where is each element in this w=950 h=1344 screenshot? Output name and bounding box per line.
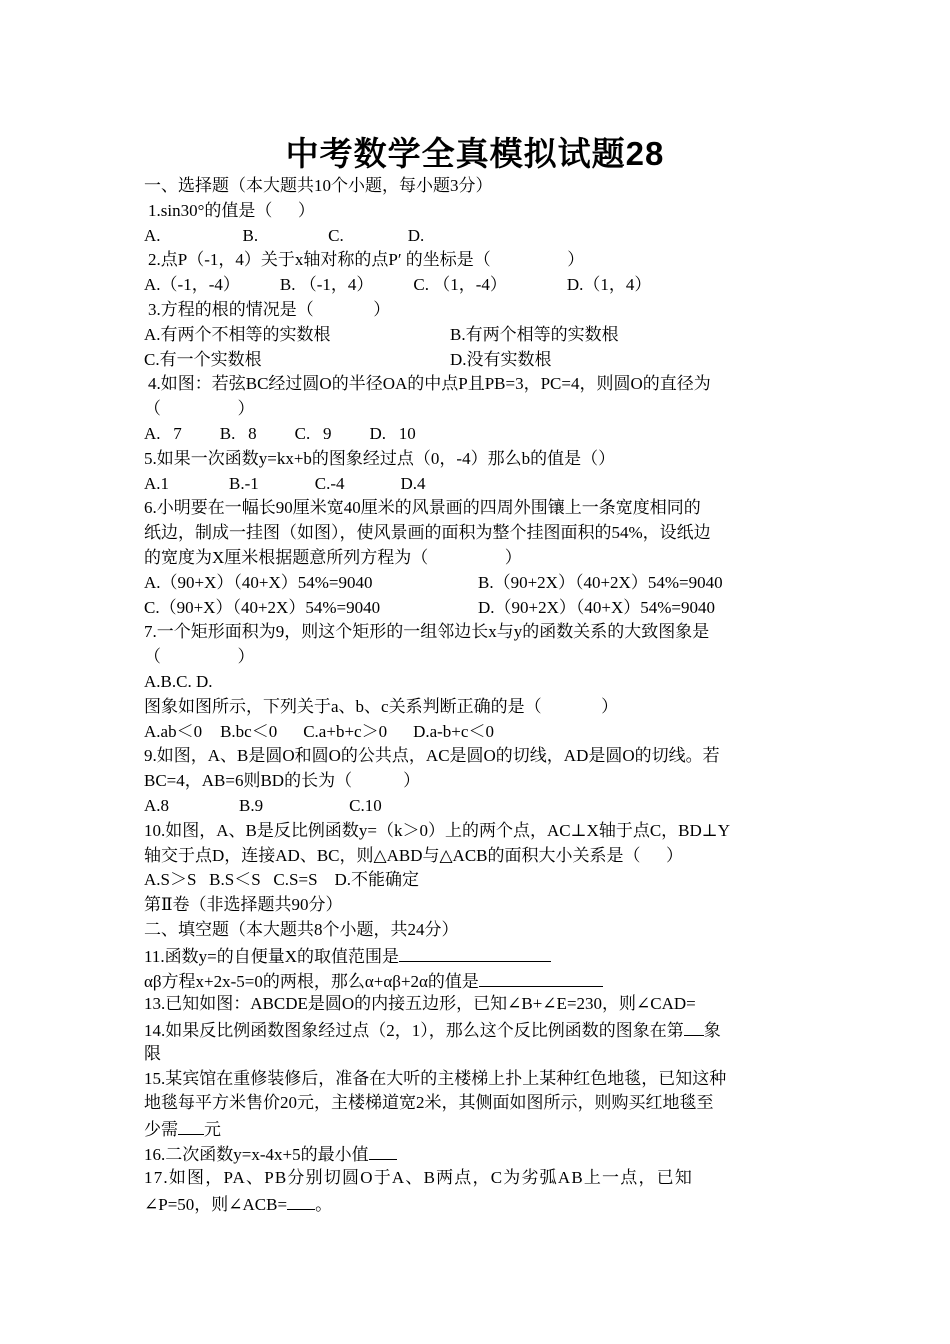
option-b: B.-1	[229, 473, 259, 493]
question-3-options-row-2	[144, 348, 808, 373]
question-3-options-row-1	[144, 323, 808, 348]
question-6-line-2: 纸边，制成一挂图（如图），使风景画的面积为整个挂图面积的54%，设纸边	[144, 523, 711, 543]
question-7-options: A.B.C. D.	[144, 671, 213, 691]
option-c: C.10	[349, 795, 382, 815]
option-a: A.（-1，-4）	[144, 275, 240, 295]
option-a: A. 7	[144, 423, 182, 443]
question-13: 13.已知如图：ABCDE是圆O的内接五边形，已知∠B+∠E=230，则∠CAD=	[144, 994, 696, 1014]
option-b: B.9	[239, 795, 264, 815]
option-c: C.（90+X）（40+2X）54%=9040	[144, 597, 381, 617]
question-1: 1.sin30°的值是（ ）	[148, 200, 315, 220]
question-14-text-end: 象	[703, 1021, 721, 1041]
question-10-options: A.S＞S B.S＜S C.S=S D.不能确定	[144, 870, 420, 890]
question-15-text-end: 元	[204, 1120, 221, 1140]
option-c: C.有一个实数根	[144, 349, 262, 369]
option-b: B. 8	[219, 423, 257, 443]
section-1-heading: 一、选择题（本大题共10个小题，每小题3分）	[144, 176, 493, 195]
question-16	[144, 1141, 808, 1166]
question-17-text-end: 。	[315, 1194, 333, 1214]
question-15-text: 少需	[144, 1120, 178, 1140]
option-a: A.	[144, 225, 161, 245]
question-9-options	[144, 794, 808, 819]
option-c: C. （1，-4）	[413, 275, 507, 295]
question-11-text: 11.函数y=的自便量X的取值范围是	[144, 946, 399, 966]
question-16-text: 16.二次函数y=x-4x+5的最小值	[144, 1145, 369, 1165]
option-c: C.a+b+c＞0	[303, 721, 388, 741]
option-a: A.8	[144, 795, 170, 815]
answer-blank	[369, 1141, 397, 1160]
option-b: B. （-1，4）	[279, 275, 374, 295]
option-b: B.	[242, 225, 259, 245]
option-d: D.4	[400, 473, 426, 493]
answer-blank	[178, 1116, 204, 1135]
option-d: D.（90+2X）（40+X）54%=9040	[478, 597, 716, 617]
question-17-line-2	[144, 1191, 808, 1216]
question-17-line-1: 17.如图，PA、PB分别切圆O于A、B两点，C为劣弧AB上一点，已知	[144, 1167, 694, 1187]
option-d: D.没有实数根	[450, 349, 552, 369]
question-17-text: ∠P=50，则∠ACB=	[144, 1194, 288, 1214]
part-2-heading: 第Ⅱ卷（非选择题共90分）	[144, 895, 343, 915]
option-a: A.ab＜0	[144, 721, 203, 741]
option-b: B.（90+2X）（40+2X）54%=9040	[478, 572, 723, 592]
question-3: 3.方程的根的情况是（ ）	[148, 299, 391, 319]
option-d: D. 10	[369, 423, 416, 443]
page-title: 中考数学全真模拟试题28	[285, 135, 665, 172]
option-c: C. 9	[294, 423, 332, 443]
question-15-line-1: 15.某宾馆在重修装修后，准备在大听的主楼梯上扑上某种红色地毯，已知这种	[144, 1068, 727, 1088]
question-2: 2.点P（-1，4）关于x轴对称的点P′ 的坐标是（ ）	[148, 250, 585, 270]
option-d: D.	[407, 225, 425, 245]
question-9-line-2: BC=4，AB=6则BD的长为（ ）	[144, 771, 421, 791]
answer-blank	[399, 943, 551, 962]
question-8: 图象如图所示，下列关于a、b、c关系判断正确的是（ ）	[144, 696, 619, 716]
question-12-text: αβ方程x+2x-5=0的两根，那么α+αβ+2α的值是	[144, 971, 479, 991]
section-2-heading: 二、填空题（本大题共8个小题，共24分）	[144, 919, 459, 939]
question-15-line-3	[144, 1116, 808, 1141]
question-4-options	[144, 422, 808, 447]
question-6-line-1: 6.小明要在一幅长90厘米宽40厘米的风景画的四周外围镶上一条宽度相同的	[144, 498, 701, 518]
question-14-line-1	[144, 1017, 808, 1042]
question-5-options	[144, 472, 808, 497]
question-10-line-2: 轴交于点D，连接AD、BC，则△ABD与△ACB的面积大小关系是（ ）	[144, 845, 684, 865]
question-6-line-3: 的宽度为X厘米根据题意所列方程为（ ）	[144, 547, 522, 567]
question-2-options	[144, 273, 808, 298]
question-11	[144, 943, 808, 968]
answer-blank	[684, 1017, 704, 1036]
question-7-line-1: 7.一个矩形面积为9，则这个矩形的一组邻边长x与y的函数关系的大致图象是	[144, 622, 710, 642]
question-6-options-row-1	[144, 571, 808, 596]
answer-blank	[287, 1191, 315, 1210]
question-5: 5.如果一次函数y=kx+b的图象经过点（0，-4）那么b的值是（）	[144, 448, 616, 468]
exam-body	[144, 174, 808, 1215]
question-15-line-2: 地毯每平方米售价20元，主楼梯道宽2米，其侧面如图所示，则购买红地毯至	[144, 1093, 714, 1113]
question-14-line-2: 限	[144, 1043, 161, 1063]
question-12	[144, 968, 808, 993]
option-a: A.有两个不相等的实数根	[144, 324, 331, 344]
option-c: C.-4	[314, 473, 345, 493]
answer-blank	[479, 968, 603, 987]
option-d: D.（1，4）	[566, 275, 652, 295]
option-a: A.1	[144, 473, 170, 493]
question-14-text: 14.如果反比例函数图象经过点（2，1），那么这个反比例函数的图象在第	[144, 1021, 684, 1041]
option-d: D.a-b+c＜0	[413, 721, 494, 741]
question-4-blank: （ ）	[144, 399, 255, 419]
option-a: A.（90+X）（40+X）54%=9040	[144, 572, 373, 592]
question-8-options	[144, 720, 808, 745]
option-c: C.	[328, 225, 344, 245]
question-4: 4.如图：若弦BC经过圆O的半径OA的中点P且PB=3，PC=4，则圆O的直径为	[148, 374, 711, 394]
question-6-options-row-2	[144, 596, 808, 621]
question-1-options	[144, 224, 808, 249]
question-10-line-1: 10.如图，A、B是反比例函数y=（k＞0）上的两个点，AC⊥X轴于点C，BD⊥Y	[144, 820, 731, 840]
question-9-line-1: 9.如图，A、B是圆O和圆O的公共点，AC是圆O的切线，AD是圆O的切线。若	[144, 746, 720, 766]
option-b: B.有两个相等的实数根	[450, 324, 619, 344]
question-7-blank: （ ）	[144, 647, 255, 667]
option-b: B.bc＜0	[220, 721, 278, 741]
